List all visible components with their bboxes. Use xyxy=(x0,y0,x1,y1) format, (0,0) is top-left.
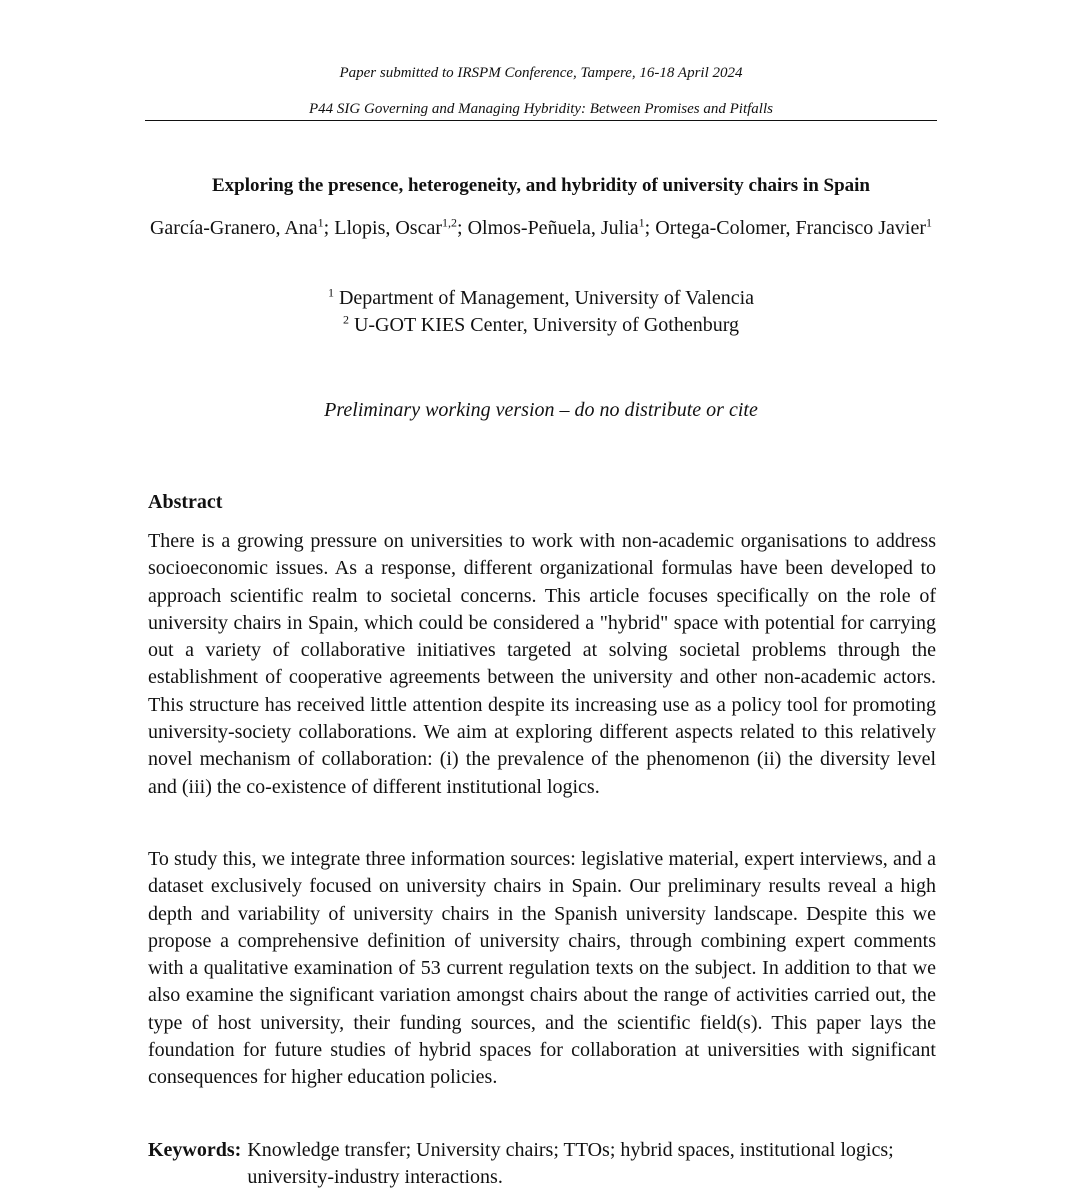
affiliation-mark: 2 xyxy=(342,312,349,327)
author-name: Olmos-Peñuela, Julia xyxy=(467,217,639,239)
affiliation-text: U-GOT KIES Center, University of Gothenburg xyxy=(353,314,740,336)
keywords-block xyxy=(148,1137,936,1191)
author-list xyxy=(145,214,937,242)
session-header: P44 SIG Governing and Managing Hybridity: Between Promises and Pitfalls xyxy=(309,101,773,117)
abstract-paragraph-2: To study this, we integrate three information sources: legislative material, expert interviews, and a dataset exclusively focused on university chairs in Spain. Our preliminary results reveal a high depth and variability of university chairs in the Spanish university landscape. Despite this we propose a comprehensive definition of university chairs, through combining expert comments with a qualitative examination of 53 current regulation texts on the subject. In addition to that we also examine the significant variation amongst chairs about the range of activities carried out, the type of host university, their funding sources, and the scientific field(s). This paper lays the foundation for future studies of hybrid spaces for collaboration at universities with significant consequences for higher education policies. xyxy=(148,848,936,1089)
affiliation-mark: 1 xyxy=(327,285,334,300)
affiliation-1 xyxy=(145,285,937,311)
author-affiliation-mark: 1 xyxy=(317,215,324,230)
affiliation-2 xyxy=(145,312,937,338)
affiliation-text: Department of Management, University of Valencia xyxy=(338,287,755,309)
author-affiliation-mark: 1 xyxy=(638,215,645,230)
header-divider xyxy=(145,120,937,121)
abstract-paragraph-1: There is a growing pressure on universities to work with non-academic organisations to address socioeconomic issues. As a response, different organizational formulas have been developed to approach scientific realm to societal concerns. This article focuses specifically on the role of university chairs in Spain, which could be considered a "hybrid" space with potential for carrying out a variety of collaborative initiatives targeted at solving societal problems through the establishment of cooperative agreements between the university and other non-academic actors. This structure has received little attention despite its increasing use as a policy tool for promoting university-society collaborations. We aim at exploring different aspects related to this relatively novel mechanism of collaboration: (i) the prevalence of the phenomenon (ii) the diversity level and (iii) the co-existence of different institutional logics. xyxy=(148,530,936,798)
author-affiliation-mark: 1,2 xyxy=(442,215,457,230)
paper-title: Exploring the presence, heterogeneity, and hybridity of university chairs in Spain xyxy=(211,175,870,196)
author-name: Ortega-Colomer, Francisco Javier xyxy=(655,217,926,239)
author-separator: ; xyxy=(457,217,468,239)
keywords-label: Keywords: xyxy=(148,1139,242,1161)
author-affiliation-mark: 1 xyxy=(926,215,932,230)
keywords-text: Knowledge transfer; University chairs; TTOs; hybrid spaces, institutional logics; university-industry interactions. xyxy=(247,1139,894,1188)
author-name: García-Granero, Ana xyxy=(149,217,318,239)
abstract-heading: Abstract xyxy=(148,491,223,513)
author-separator: ; xyxy=(644,217,656,239)
preliminary-note: Preliminary working version – do no distribute or cite xyxy=(324,399,758,421)
author-name: Llopis, Oscar xyxy=(334,217,442,239)
author-separator: ; xyxy=(323,217,335,239)
conference-header: Paper submitted to IRSPM Conference, Tampere, 16-18 April 2024 xyxy=(339,65,743,81)
